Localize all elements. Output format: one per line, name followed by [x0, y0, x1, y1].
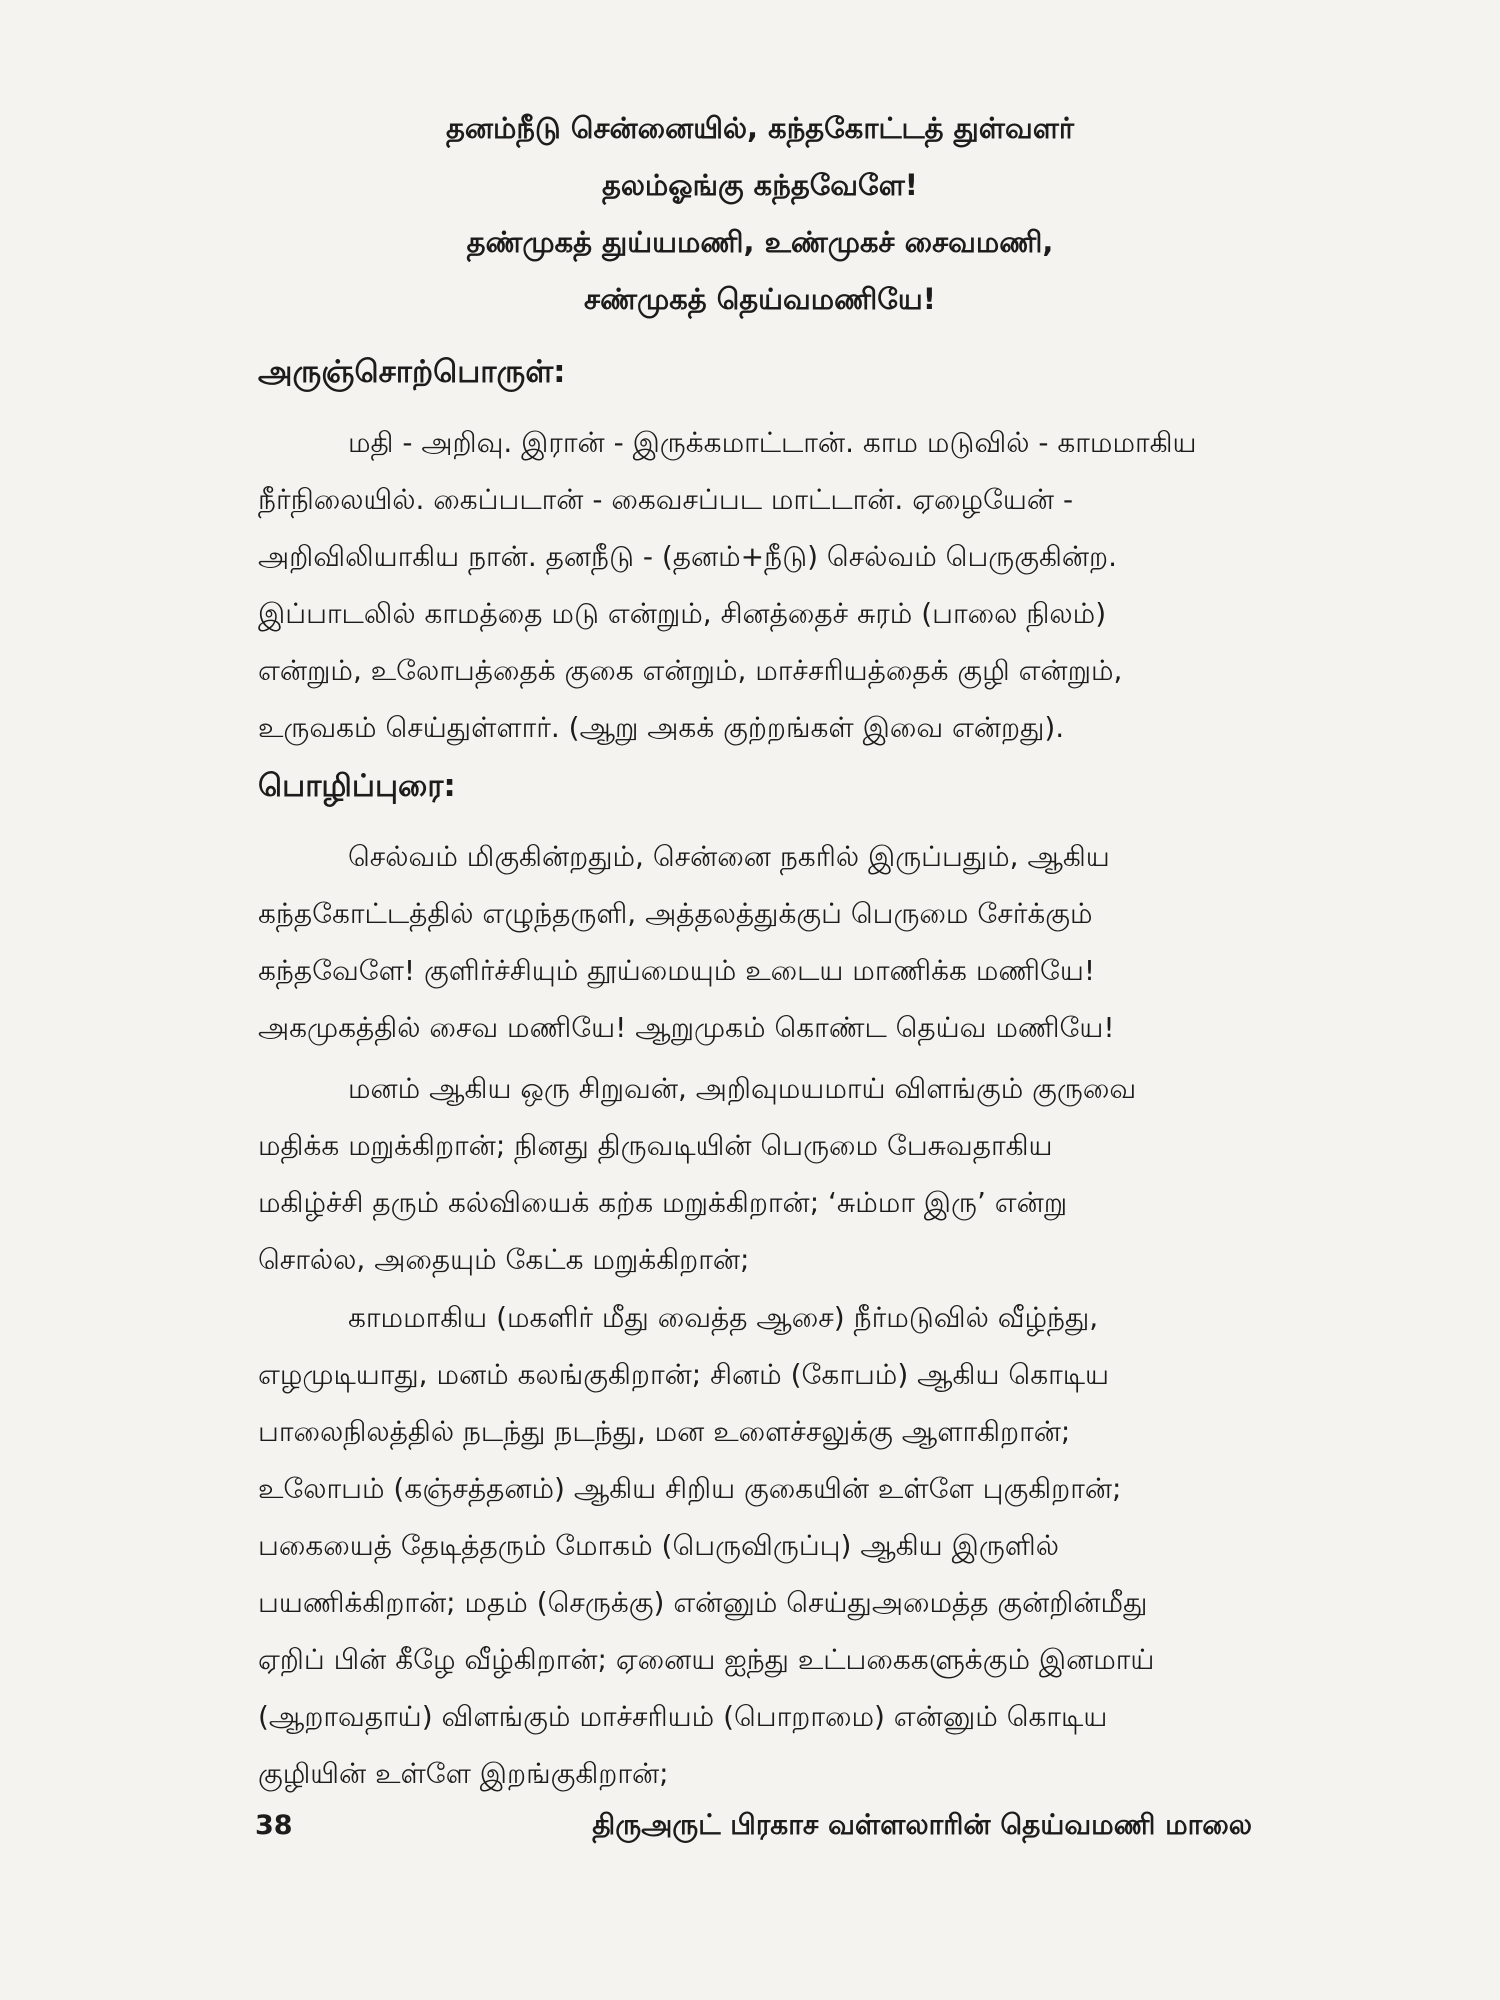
verse-line: தலம்ஓங்கு கந்தவேளே! [601, 168, 919, 202]
page-number: 38 [255, 1810, 293, 1841]
verse-line: தனம்நீடு சென்னையில், கந்தகோட்டத் துள்வளர் [445, 111, 1075, 145]
paragraph-line: ஏறிப் பின் கீழே வீழ்கிறான்; ஏனைய ஐந்து உட்பகைகளுக்கும் இனமாய் [258, 1643, 1155, 1676]
paragraph-line: மதி - அறிவு. இரான் - இருக்கமாட்டான். காம மடுவில் - காமமாகிய [348, 426, 1197, 459]
paragraph-line: மனம் ஆகிய ஒரு சிறுவன், அறிவுமயமாய் விளங்கும் குருவை [348, 1072, 1137, 1105]
running-footer-title: திருஅருட் பிரகாச வள்ளலாரின் தெய்வமணி மாலை [592, 1808, 1252, 1841]
glossary-heading: அருஞ்சொற்பொருள்: [258, 354, 566, 390]
paragraph-line: பாலைநிலத்தில் நடந்து நடந்து, மன உளைச்சலுக்கு ஆளாகிறான்; [258, 1415, 1071, 1448]
paragraph-line: இப்பாடலில் காமத்தை மடு என்றும், சினத்தைச் சுரம் (பாலை நிலம்) [258, 597, 1107, 630]
verse-block [260, 100, 1260, 328]
paragraph-line: அகமுகத்தில் சைவ மணியே! ஆறுமுகம் கொண்ட தெய்வ மணியே! [258, 1011, 1115, 1044]
commentary-paragraph-1 [258, 828, 1250, 1056]
paragraph-line: கந்தவேளே! குளிர்ச்சியும் தூய்மையும் உடைய மாணிக்க மணியே! [258, 954, 1096, 987]
paragraph-line: கந்தகோட்டத்தில் எழுந்தருளி, அத்தலத்துக்குப் பெருமை சேர்க்கும் [258, 897, 1093, 930]
paragraph-line: உருவகம் செய்துள்ளார். (ஆறு அகக் குற்றங்கள் இவை என்றது). [258, 711, 1065, 744]
paragraph-line: மதிக்க மறுக்கிறான்; நினது திருவடியின் பெருமை பேசுவதாகிய [258, 1129, 1053, 1162]
verse-line: தண்முகத் துய்யமணி, உண்முகச் சைவமணி, [466, 225, 1054, 259]
paragraph-line: (ஆறாவதாய்) விளங்கும் மாச்சரியம் (பொறாமை) என்னும் கொடிய [258, 1700, 1108, 1733]
commentary-paragraph-3 [258, 1289, 1250, 1802]
paragraph-line: பயணிக்கிறான்; மதம் (செருக்கு) என்னும் செய்துஅமைத்த குன்றின்மீது [258, 1586, 1148, 1619]
commentary-paragraph-2 [258, 1060, 1250, 1288]
glossary-paragraph [258, 414, 1250, 756]
paragraph-line: சொல்ல, அதையும் கேட்க மறுக்கிறான்; [258, 1243, 750, 1276]
commentary-heading: பொழிப்புரை: [258, 768, 456, 804]
paragraph-line: அறிவிலியாகிய நான். தனநீடு - (தனம்+நீடு) செல்வம் பெருகுகின்ற. [258, 540, 1118, 573]
paragraph-line: காமமாகிய (மகளிர் மீது வைத்த ஆசை) நீர்மடுவில் வீழ்ந்து, [348, 1301, 1099, 1334]
paragraph-line: நீர்நிலையில். கைப்படான் - கைவசப்பட மாட்டான். ஏழையேன் - [258, 483, 1074, 516]
paragraph-line: செல்வம் மிகுகின்றதும், சென்னை நகரில் இருப்பதும், ஆகிய [348, 840, 1110, 873]
paragraph-line: பகையைத் தேடித்தரும் மோகம் (பெருவிருப்பு) ஆகிய இருளில் [258, 1529, 1059, 1562]
paragraph-line: என்றும், உலோபத்தைக் குகை என்றும், மாச்சரியத்தைக் குழி என்றும், [258, 654, 1123, 687]
verse-line: சண்முகத் தெய்வமணியே! [584, 282, 936, 316]
paragraph-line: குழியின் உள்ளே இறங்குகிறான்; [258, 1757, 669, 1790]
paragraph-line: எழமுடியாது, மனம் கலங்குகிறான்; சினம் (கோபம்) ஆகிய கொடிய [258, 1358, 1110, 1391]
paragraph-line: மகிழ்ச்சி தரும் கல்வியைக் கற்க மறுக்கிறான்; ‘சும்மா இரு’ என்று [258, 1186, 1068, 1219]
paragraph-line: உலோபம் (கஞ்சத்தனம்) ஆகிய சிறிய குகையின் உள்ளே புகுகிறான்; [258, 1472, 1122, 1505]
